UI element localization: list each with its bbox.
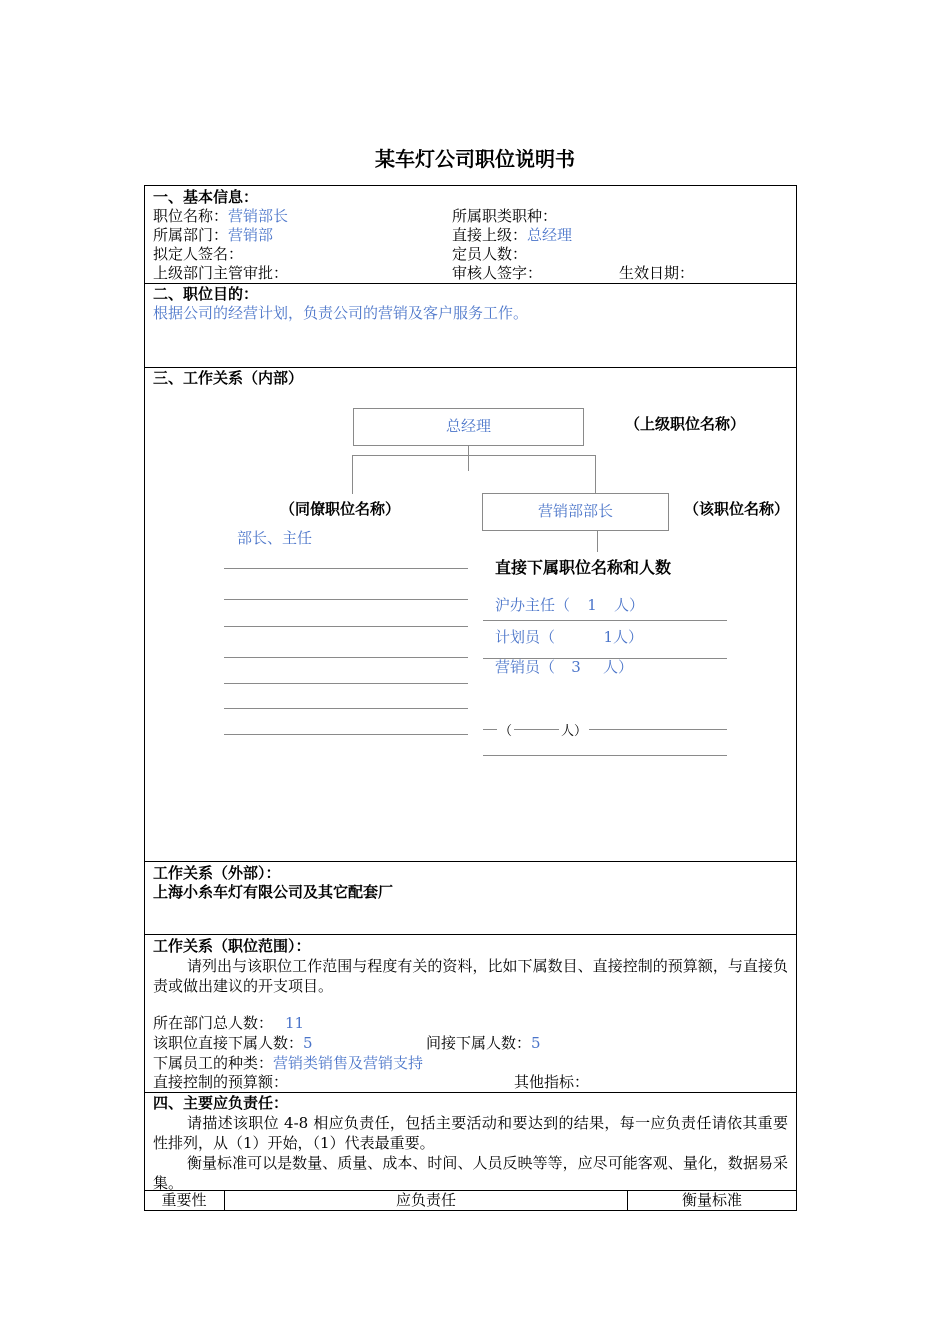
row-divider-internal [144,367,797,368]
position-name-field [153,207,288,226]
subordinate-types-value: 营销类销售及营销支持 [273,1054,424,1072]
headcount-label: 定员人数： [452,245,528,263]
subordinate-name: 营销员（ [495,658,556,676]
purpose-heading: 二、职位目的： [153,285,259,303]
budget-label: 直接控制的预算额： [153,1073,289,1091]
row-divider-duties [144,1092,797,1093]
department-field [153,226,273,245]
dept-total-field [153,1014,304,1033]
row-divider-external [144,861,797,862]
peer-line-3 [224,626,468,627]
dept-total-label: 所在部门总人数： [153,1014,274,1032]
purpose-text: 根据公司的经营计划，负责公司的营销及客户服务工作。 [153,304,529,322]
subordinate-name: 沪办主任（ [495,596,571,614]
peer-line-1 [224,568,468,569]
subordinate-empty-unit: 人） [561,724,588,739]
subordinate-item [495,658,633,677]
basic-info-heading: 一、基本信息： [153,188,259,206]
external-relations-heading: 工作关系（外部）： [153,864,281,882]
subordinate-count: 1 [603,628,614,646]
peer-line-2 [224,599,468,600]
peer-line-7 [224,734,468,735]
org-line-self-down [597,530,598,552]
table-top-border [144,185,797,186]
table-bottom-border [144,1210,797,1211]
page-title: 某车灯公司职位说明书 [375,147,575,171]
subordinate-unit: 人） [613,628,644,646]
table-left-border [144,185,145,1210]
indirect-subordinates-field [426,1034,541,1053]
column-header-responsibility: 应负责任 [395,1191,456,1209]
superior-value: 总经理 [527,226,573,244]
table-right-border [796,185,797,1210]
org-line-horizontal [352,455,596,456]
indirect-subordinates-value: 5 [531,1034,541,1052]
drafter-label: 拟定人签名： [153,245,244,263]
row-divider-scope [144,934,797,935]
department-label: 所属部门： [153,226,229,244]
duties-instruction-1: 请描述该职位 4-8 相应负责任，包括主要活动和要达到的结果，每一应负责任请依其重要性排列，从（1）开始，（1）代表最重要。 [153,1114,788,1152]
subordinates-heading: 直接下属职位名称和人数 [495,558,672,577]
job-family-label: 所属职类职种： [452,207,558,225]
direct-subordinates-value: 5 [303,1034,313,1052]
peer-position-caption: （同僚职位名称） [280,500,401,518]
column-header-importance: 重要性 [161,1191,207,1209]
subordinate-unit: 人） [614,596,645,614]
peer-line-4 [224,657,468,658]
position-name-label: 职位名称： [153,207,229,225]
subordinate-types-label: 下属员工的种类： [153,1054,274,1072]
subordinate-unit: 人） [603,658,634,676]
superior-position-box: 总经理 [353,408,584,446]
duties-instruction-2: 衡量标准可以是数量、质量、成本、时间、人员反映等等，应尽可能客观、量化，数据易采集。 [153,1154,788,1192]
department-value: 营销部 [228,226,274,244]
duties-heading: 四、主要应负责任： [153,1094,289,1112]
subordinate-count: 1 [587,596,597,614]
peer-line-6 [224,708,468,709]
effective-date-label: 生效日期： [619,264,695,282]
subordinate-item [495,596,644,615]
org-line-left-drop [352,455,353,494]
subordinate-types-field [153,1054,423,1073]
superior-label: 直接上级： [452,226,528,244]
subordinate-empty-open: （ [499,724,513,739]
direct-subordinates-field [153,1034,313,1053]
direct-subordinates-label: 该职位直接下属人数： [153,1034,304,1052]
self-position-caption: （该职位名称） [684,500,790,518]
reviewer-label: 审核人签字： [452,264,543,282]
org-line-top-vertical [468,445,469,471]
subordinate-line-4 [483,755,727,756]
dept-total-value: 11 [285,1014,305,1032]
subordinate-line-3 [483,729,727,730]
subordinate-name: 计划员（ [495,628,556,646]
external-relations-text: 上海小糸车灯有限公司及其它配套厂 [153,883,394,901]
internal-relations-heading: 三、工作关系（内部） [153,369,304,387]
position-name-value: 营销部长 [228,207,289,225]
superior-field [452,226,572,245]
self-position-box: 营销部部长 [482,493,669,531]
peer-line-5 [224,683,468,684]
subordinate-line-1 [483,620,727,621]
scope-heading: 工作关系（职位范围）： [153,937,311,955]
other-metrics-label: 其他指标： [514,1073,590,1091]
org-line-right-drop [595,455,596,493]
subordinate-count: 3 [571,658,581,676]
indirect-subordinates-label: 间接下属人数： [426,1034,532,1052]
dept-head-label: 上级部门主管审批： [153,264,289,282]
peer-position-value: 部长、主任 [237,529,313,547]
scope-instruction: 请列出与该职位工作范围与程度有关的资料，比如下属数目、直接控制的预算额，与直接负责或做出建议的开支项目。 [153,957,788,995]
row-divider-purpose [144,283,797,284]
column-header-measure: 衡量标准 [681,1191,742,1209]
subordinate-item [495,628,643,647]
superior-position-caption: （上级职位名称） [625,415,746,433]
